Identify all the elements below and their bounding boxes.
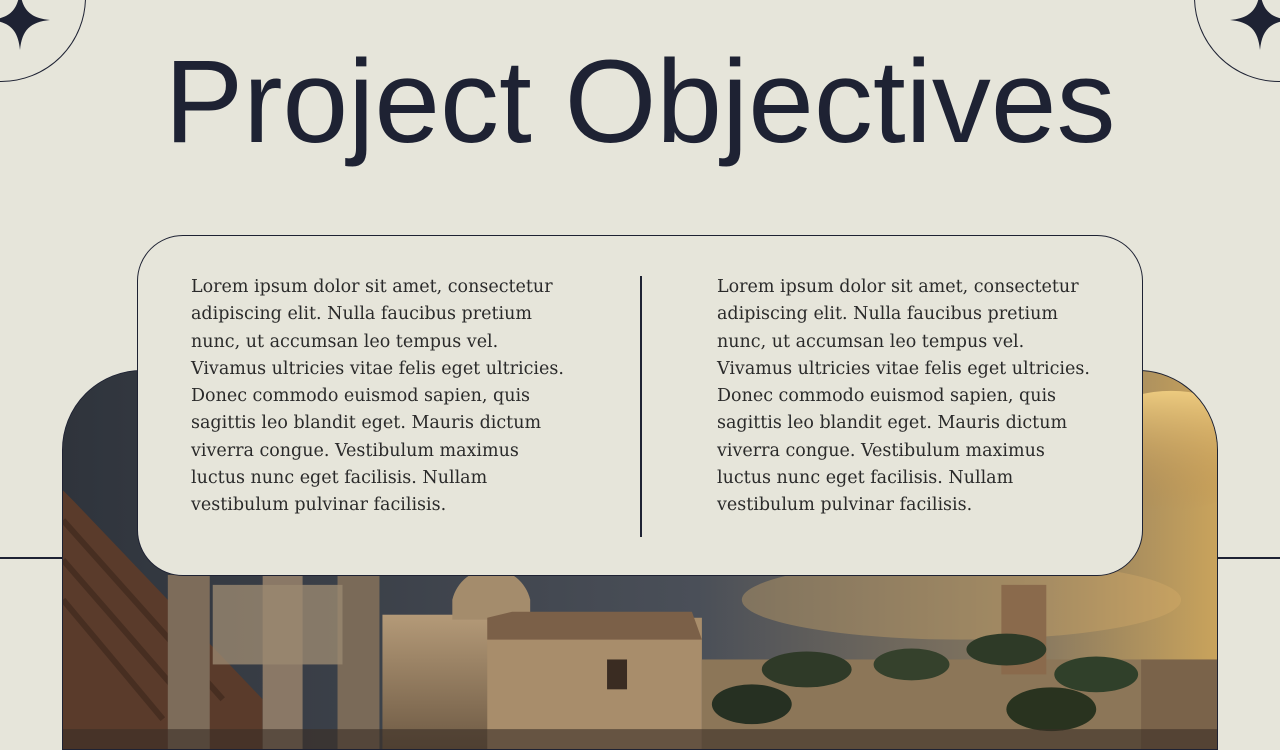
slide-title: Project Objectives bbox=[164, 36, 1116, 168]
objective-text-left: Lorem ipsum dolor sit amet, consectetur adipiscing elit. Nulla faucibus pretium nunc, ut accumsan leo tempus vel. Vivamus ultricies vitae felis eget ultricies. Donec commodo euismod sapien, quis sagittis leo blandit eget. Mauris dictum viverra congue. Vestibulum maximus luctus nunc eget facilisis. Nullam vestibulum pulvinar facilisis. bbox=[191, 277, 564, 516]
column-divider bbox=[640, 276, 642, 537]
objective-text-right: Lorem ipsum dolor sit amet, consectetur adipiscing elit. Nulla faucibus pretium nunc, ut accumsan leo tempus vel. Vivamus ultricies vitae felis eget ultricies. Donec commodo euismod sapien, quis sagittis leo blandit eget. Mauris dictum viverra congue. Vestibulum maximus luctus nunc eget facilisis. Nullam vestibulum pulvinar facilisis. bbox=[717, 277, 1090, 516]
divider-line-left bbox=[0, 557, 62, 559]
objectives-card bbox=[137, 235, 1143, 576]
divider-line-right bbox=[1218, 557, 1280, 559]
